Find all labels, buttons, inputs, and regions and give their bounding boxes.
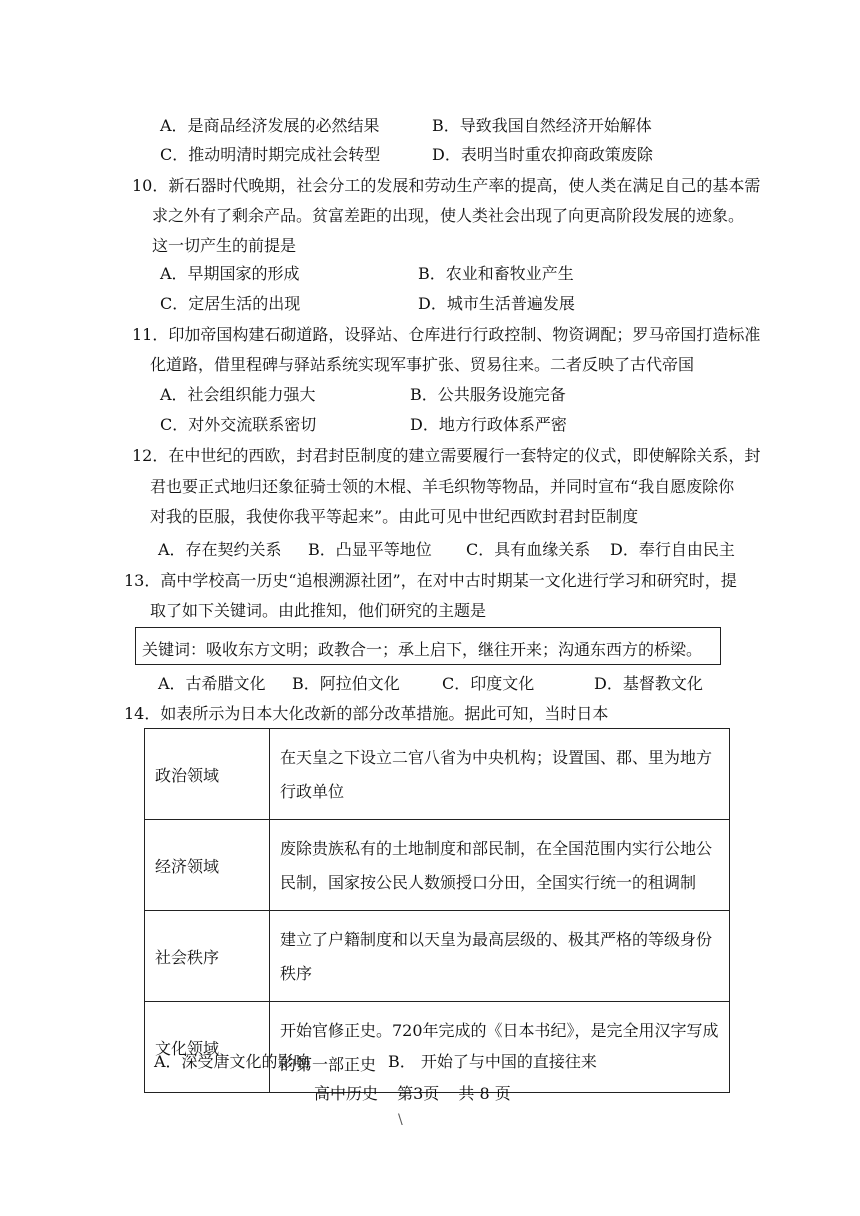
- footer-subject: 高中历史: [314, 1084, 379, 1103]
- q13-option-c: C．印度文化: [442, 674, 535, 693]
- q11-option-d: D．地方行政体系严密: [410, 415, 567, 434]
- q13-stem-line2: 取了如下关键词。由此推知，他们研究的主题是: [150, 601, 487, 620]
- q10-option-b: B．农业和畜牧业产生: [418, 264, 574, 283]
- footer-total-pages: 共 8 页: [458, 1084, 511, 1103]
- stray-mark: \: [398, 1112, 403, 1128]
- q13-stem-line1: 13．高中学校高一历史“追根溯源社团”，在对中古时期某一文化进行学习和研究时，提: [124, 571, 737, 590]
- q10-stem-line3: 这一切产生的前提是: [152, 236, 297, 255]
- q12-option-d: D．奉行自由民主: [610, 540, 735, 559]
- reform-area: 经济领域: [145, 820, 270, 911]
- reform-content: 开始官修正史。720年完成的《日本书纪》，是完全用汉字写成的第一部正史: [270, 1002, 730, 1093]
- table-row: [145, 820, 730, 911]
- reform-area: 社会秩序: [145, 911, 270, 1002]
- q13-keywords: 关键词：吸收东方文明；政教合一；承上启下，继往开来；沟通东西方的桥梁。: [142, 640, 703, 659]
- q11-stem-line2: 化道路，借里程碑与驿站系统实现军事扩张、贸易往来。二者反映了古代帝国: [150, 355, 695, 374]
- table-row: [145, 729, 730, 820]
- reform-area: 政治领域: [145, 729, 270, 820]
- table-row: [145, 1002, 730, 1093]
- reform-area: 文化领域: [145, 1002, 270, 1093]
- q13-option-b: B．阿拉伯文化: [292, 674, 400, 693]
- q12-option-a: A．存在契约关系: [158, 540, 282, 559]
- q12-stem-line3: 对我的臣服，我使你我平等起来”。由此可见中世纪西欧封君封臣制度: [150, 507, 639, 526]
- q10-option-d: D．城市生活普遍发展: [418, 294, 575, 313]
- q14-option-a: A．深受唐文化的影响: [154, 1052, 310, 1071]
- q14-option-b: B． 开始了与中国的直接往来: [388, 1052, 597, 1071]
- q10-option-a: A．早期国家的形成: [160, 264, 300, 283]
- q11-stem-line1: 11．印加帝国构建石砌道路，设驿站、仓库进行行政控制、物资调配；罗马帝国打造标准: [132, 325, 761, 344]
- q10-option-c: C．定居生活的出现: [160, 294, 301, 313]
- q11-option-a: A．社会组织能力强大: [160, 385, 316, 404]
- reform-content: 在天皇之下设立二官八省为中央机构；设置国、郡、里为地方行政单位: [270, 729, 730, 820]
- q10-stem-line1: 10．新石器时代晚期，社会分工的发展和劳动生产率的提高，使人类在满足自己的基本需: [132, 176, 761, 195]
- q9-option-a: A．是商品经济发展的必然结果: [160, 116, 380, 135]
- q9-option-c: C．推动明清时期完成社会转型: [160, 145, 381, 164]
- q12-option-b: B．凸显平等地位: [308, 540, 432, 559]
- q12-stem-line2: 君也要正式地归还象征骑士领的木棍、羊毛织物等物品，并同时宣布“我自愿废除你: [150, 477, 735, 496]
- q9-option-b: B．导致我国自然经济开始解体: [432, 116, 652, 135]
- reform-content: 废除贵族私有的土地制度和部民制，在全国范围内实行公地公民制，国家按公民人数颁授口分田，全国实行统一的租调制: [270, 820, 730, 911]
- q12-stem-line1: 12．在中世纪的西欧，封君封臣制度的建立需要履行一套特定的仪式，即使解除关系，封: [132, 446, 761, 465]
- page-footer: [314, 1081, 525, 1104]
- q13-keyword-box: [135, 627, 721, 665]
- reform-table: [144, 728, 730, 1093]
- table-row: [145, 911, 730, 1002]
- footer-page-number: 第3页: [397, 1084, 440, 1103]
- q9-option-d: D．表明当时重农抑商政策废除: [432, 145, 653, 164]
- q10-stem-line2: 求之外有了剩余产品。贫富差距的出现，使人类社会出现了向更高阶段发展的迹象。: [152, 206, 745, 225]
- q11-option-c: C．对外交流联系密切: [160, 415, 317, 434]
- q12-option-c: C．具有血缘关系: [466, 540, 591, 559]
- reform-content: 建立了户籍制度和以天皇为最高层级的、极其严格的等级身份秩序: [270, 911, 730, 1002]
- q14-stem-line1: 14．如表所示为日本大化改新的部分改革措施。据此可知，当时日本: [124, 704, 609, 723]
- q11-option-b: B．公共服务设施完备: [410, 385, 566, 404]
- q13-option-a: A．古希腊文化: [158, 674, 266, 693]
- q13-option-d: D．基督教文化: [594, 674, 703, 693]
